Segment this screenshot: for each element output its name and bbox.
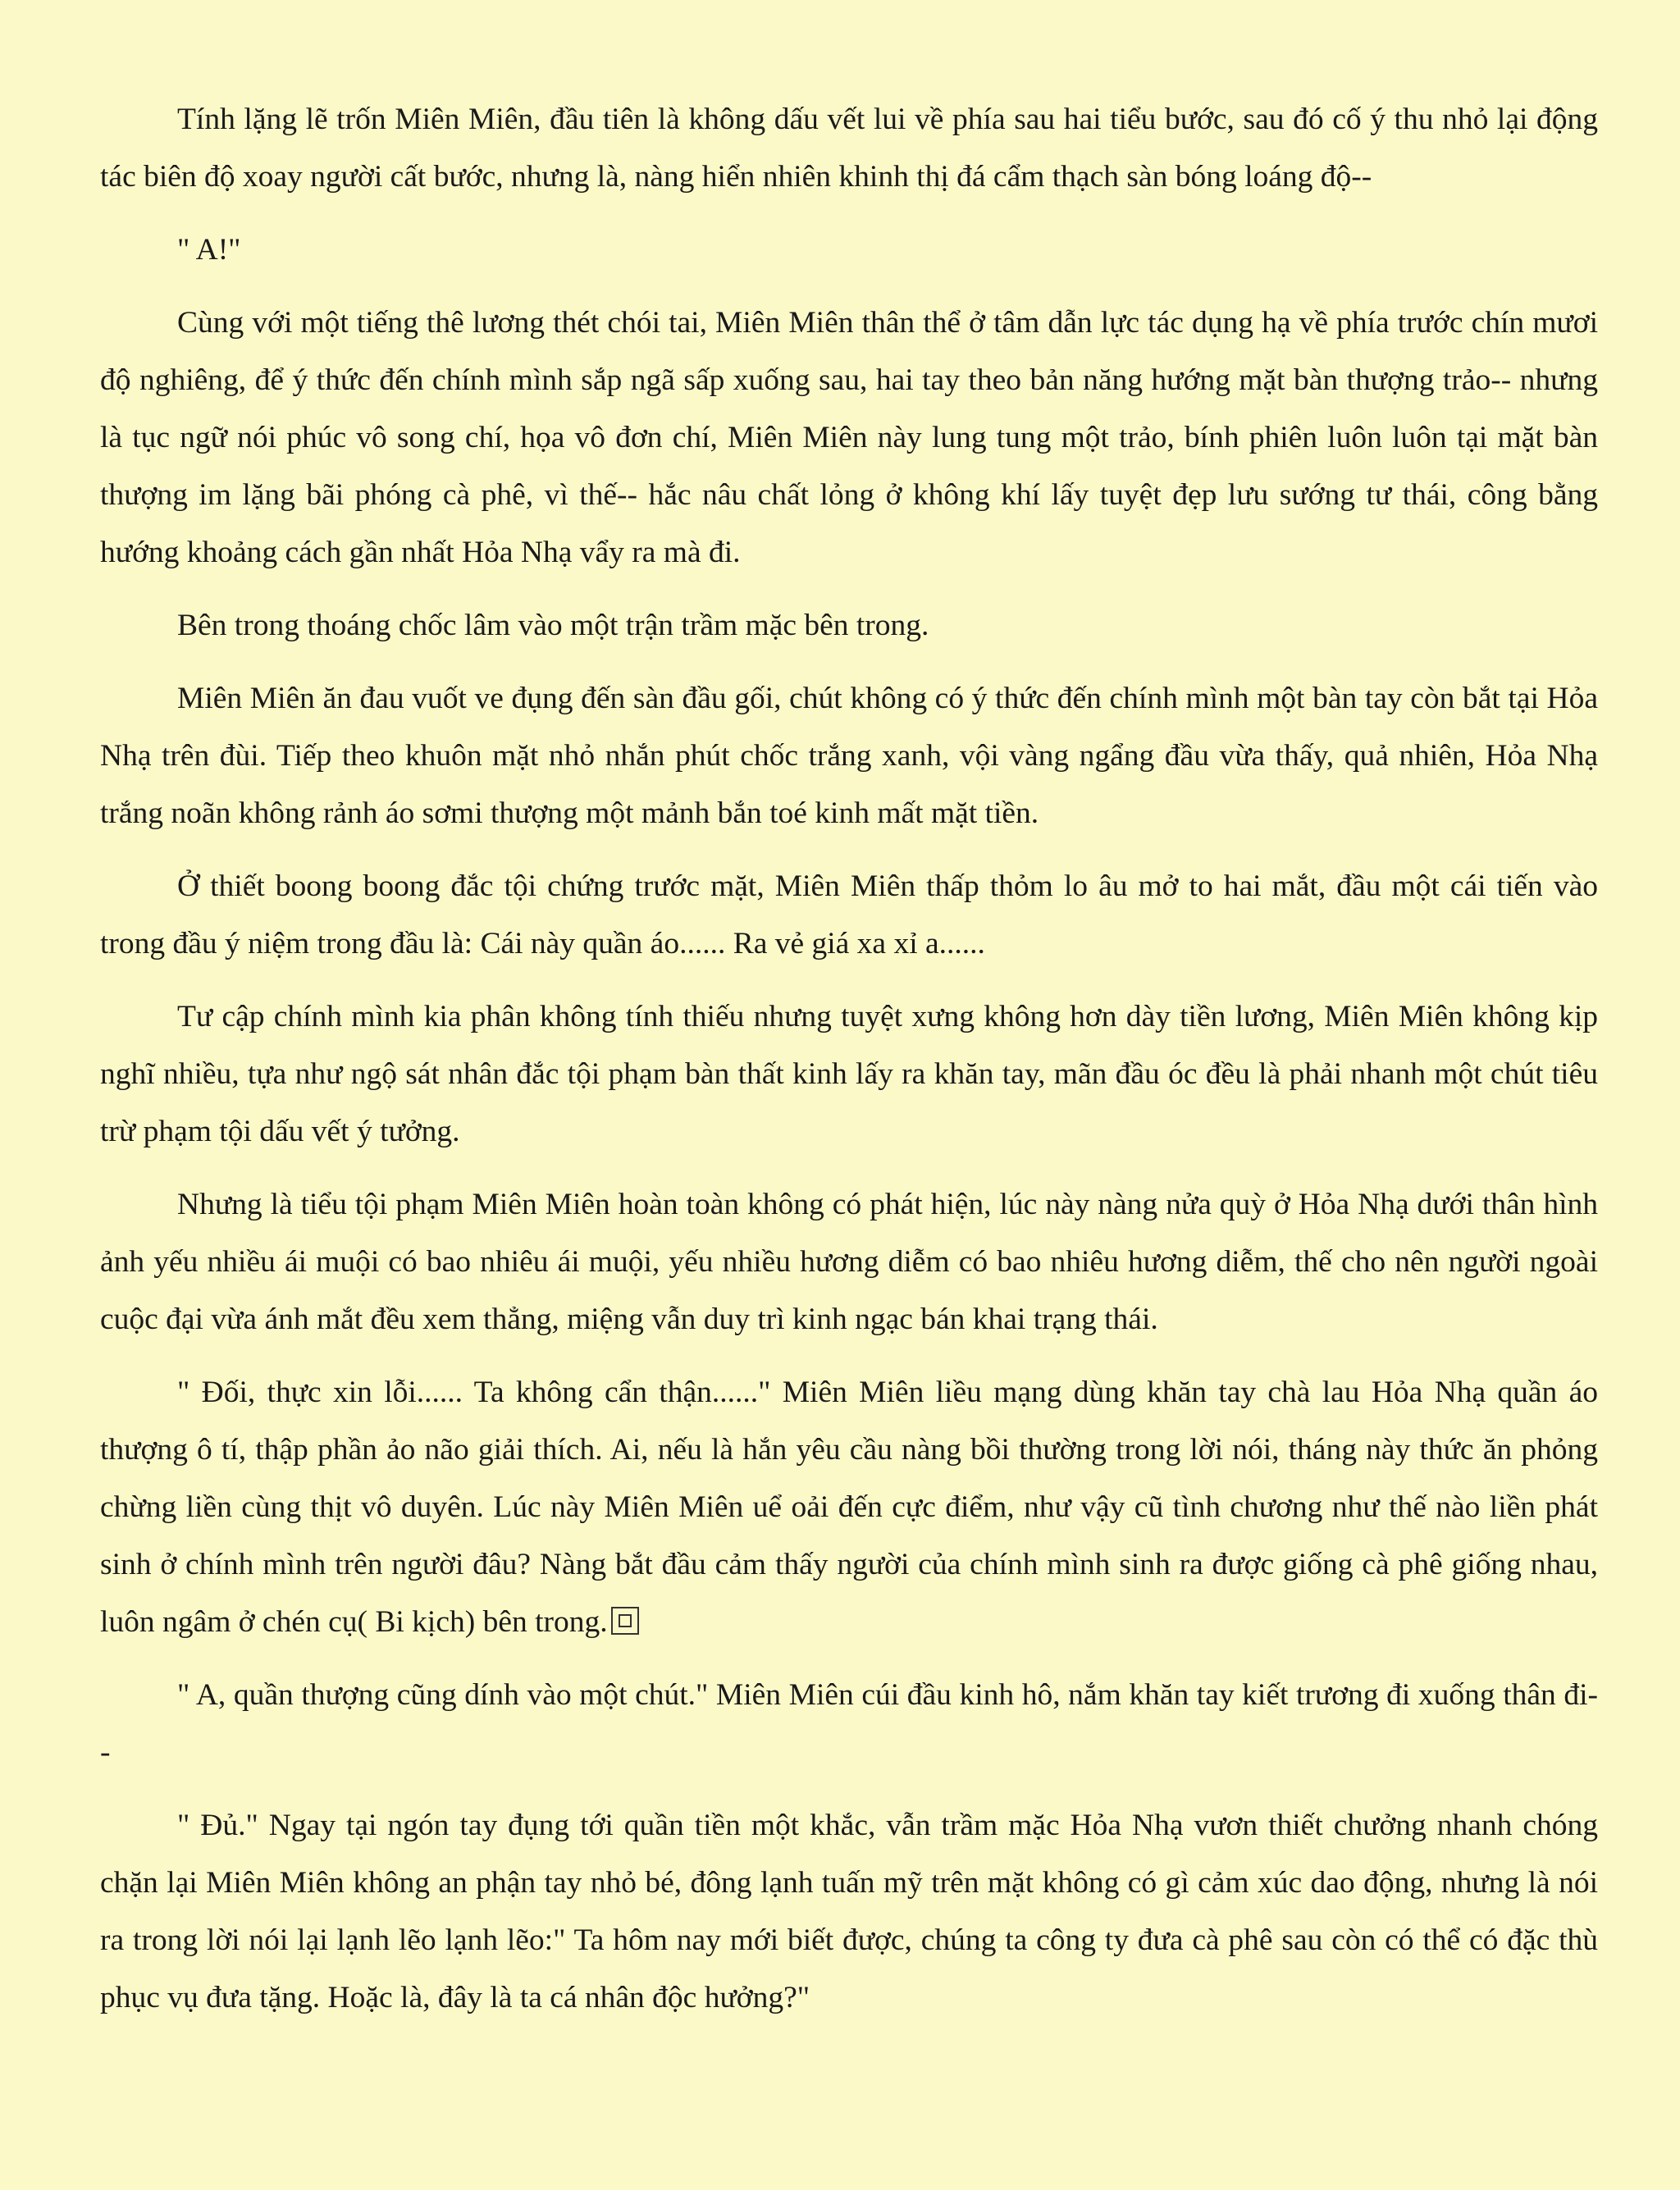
body-text	[100, 91, 1598, 2027]
paragraph-1: Tính lặng lẽ trốn Miên Miên, đầu tiên là không dấu vết lui về phía sau hai tiểu bước, sau đó cố ý thu nhỏ lại động tác biên độ xoay người cất bước, nhưng là, nàng hiển nhiên khinh thị đá cẩm thạch sàn bóng loáng độ--	[100, 103, 1598, 194]
paragraph-10: " A, quần thượng cũng dính vào một chút." Miên Miên cúi đầu kinh hô, nắm khăn tay kiết trương đi xuống thân đi--	[100, 1678, 1598, 1769]
paragraph-6: Ở thiết boong boong đắc tội chứng trước mặt, Miên Miên thấp thỏm lo âu mở to hai mắt, đầu một cái tiến vào trong đầu ý niệm trong đầu là: Cái này quần áo...... Ra vẻ giá xa xỉ a......	[100, 869, 1598, 960]
paragraph-3: Cùng với một tiếng thê lương thét chói tai, Miên Miên thân thể ở tâm dẫn lực tác dụng hạ về phía trước chín mươi độ nghiêng, để ý thức đến chính mình sắp ngã sấp xuống sau, hai tay theo bản năng hướng mặt bàn thượng trảo-- nhưng là tục ngữ nói phúc vô song chí, họa vô đơn chí, Miên Miên này lung tung một trảo, bính phiên luôn luôn tại mặt bàn thượng im lặng bãi phóng cà phê, vì thế-- hắc nâu chất lỏng ở không khí lấy tuyệt đẹp lưu sướng tư thái, công bằng hướng khoảng cách gần nhất Hỏa Nhạ vẩy ra mà đi.	[100, 306, 1598, 569]
paragraph-5: Miên Miên ăn đau vuốt ve đụng đến sàn đầu gối, chút không có ý thức đến chính mình một bàn tay còn bắt tại Hỏa Nhạ trên đùi. Tiếp theo khuôn mặt nhỏ nhắn phút chốc trắng xanh, vội vàng ngẩng đầu vừa thấy, quả nhiên, Hỏa Nhạ trắng noãn không rảnh áo sơmi thượng một mảnh bắn toé kinh mất mặt tiền.	[100, 682, 1598, 830]
paragraph-9: " Đối, thực xin lỗi...... Ta không cẩn thận......" Miên Miên liều mạng dùng khăn tay chà lau Hỏa Nhạ quần áo thượng ô tí, thập phần ảo não giải thích. Ai, nếu là hắn yêu cầu nàng bồi thường trong lời nói, tháng này thức ăn phỏng chừng liền cùng thịt vô duyên. Lúc này Miên Miên uể oải đến cực điểm, như vậy cũ tình chương như thế nào liền phát sinh ở chính mình trên người đâu? Nàng bắt đầu cảm thấy người của chính mình sinh ra được giống cà phê giống nhau, luôn ngâm ở chén cụ( Bi kịch) bên trong.	[100, 1376, 1598, 1639]
paragraph-2: " A!"	[177, 233, 241, 267]
paragraph-4: Bên trong thoáng chốc lâm vào một trận trầm mặc bên trong.	[177, 609, 929, 642]
paragraph-8: Nhưng là tiểu tội phạm Miên Miên hoàn toàn không có phát hiện, lúc này nàng nửa quỳ ở Hỏa Nhạ dưới thân hình ảnh yếu nhiều ái muội có bao nhiêu ái muội, yếu nhiều hương diễm có bao nhiêu hương diễm, thế cho nên người ngoài cuộc đại vừa ánh mắt đều xem thẳng, miệng vẫn duy trì kinh ngạc bán khai trạng thái.	[100, 1188, 1598, 1336]
missing-glyph-box-icon	[611, 1607, 639, 1635]
paragraph-7: Tư cập chính mình kia phân không tính thiếu nhưng tuyệt xưng không hơn dày tiền lương, Miên Miên không kịp nghĩ nhiều, tựa như ngộ sát nhân đắc tội phạm bàn thất kinh lấy ra khăn tay, mãn đầu óc đều là phải nhanh một chút tiêu trừ phạm tội dấu vết ý tưởng.	[100, 1000, 1598, 1148]
paragraph-11: " Đủ." Ngay tại ngón tay đụng tới quần tiền một khắc, vẫn trầm mặc Hỏa Nhạ vươn thiết chưởng nhanh chóng chặn lại Miên Miên không an phận tay nhỏ bé, đông lạnh tuấn mỹ trên mặt không có gì cảm xúc dao động, nhưng là nói ra trong lời nói lại lạnh lẽo lạnh lẽo:" Ta hôm nay mới biết được, chúng ta công ty đưa cà phê sau còn có thể có đặc thù phục vụ đưa tặng. Hoặc là, đây là ta cá nhân độc hưởng?"	[100, 1809, 1598, 2014]
